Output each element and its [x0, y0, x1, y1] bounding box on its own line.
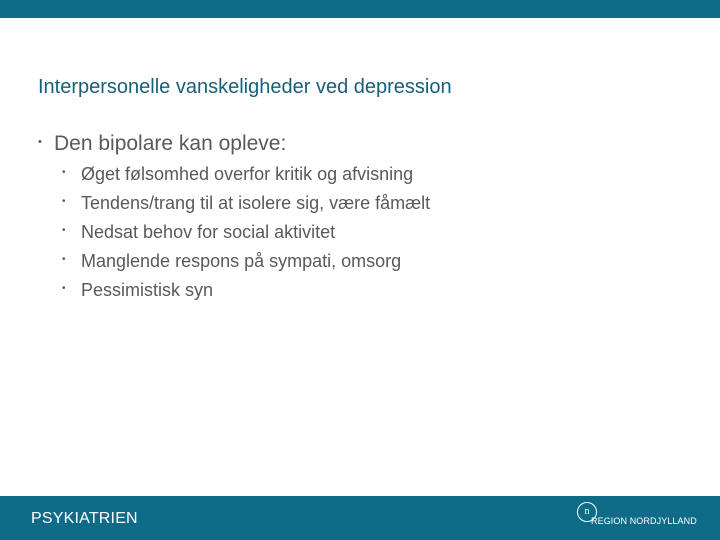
- sub-bullet-text: Øget følsomhed overfor kritik og afvisning: [81, 164, 414, 184]
- region-emblem-icon: n: [577, 502, 597, 522]
- sub-bullet-text: Tendens/trang til at isolere sig, være fåmælt: [81, 193, 431, 213]
- bullet-dot-icon: •: [62, 225, 66, 236]
- top-bar: [0, 0, 720, 18]
- sub-bullet-item: [0, 220, 720, 249]
- sub-bullet-text: Manglende respons på sympati, omsorg: [81, 251, 402, 271]
- main-bullet-item: [0, 130, 720, 162]
- sub-bullet-item: [0, 249, 720, 278]
- bullet-dot-icon: •: [62, 196, 66, 207]
- sub-bullet-item: [0, 191, 720, 220]
- footer-bar: [0, 496, 720, 540]
- main-bullet-text: Den bipolare kan opleve:: [54, 132, 287, 155]
- slide-title: Interpersonelle vanskeligheder ved depression: [38, 76, 452, 98]
- sub-bullet-item: [0, 278, 720, 307]
- bullet-list: [0, 130, 720, 307]
- sub-bullet-text: Pessimistisk syn: [81, 280, 214, 300]
- sub-bullet-item: [0, 162, 720, 191]
- region-logo: [577, 502, 707, 532]
- sub-bullet-text: Nedsat behov for social aktivitet: [81, 222, 336, 242]
- psykiatrien-logo-text: PSYKIATRIEN: [31, 510, 138, 527]
- bullet-dot-icon: •: [62, 167, 66, 178]
- bullet-dot-icon: •: [62, 283, 66, 294]
- bullet-dot-icon: •: [62, 254, 66, 265]
- bullet-dot-icon: •: [38, 136, 42, 148]
- region-label: REGION NORDJYLLAND: [591, 516, 697, 526]
